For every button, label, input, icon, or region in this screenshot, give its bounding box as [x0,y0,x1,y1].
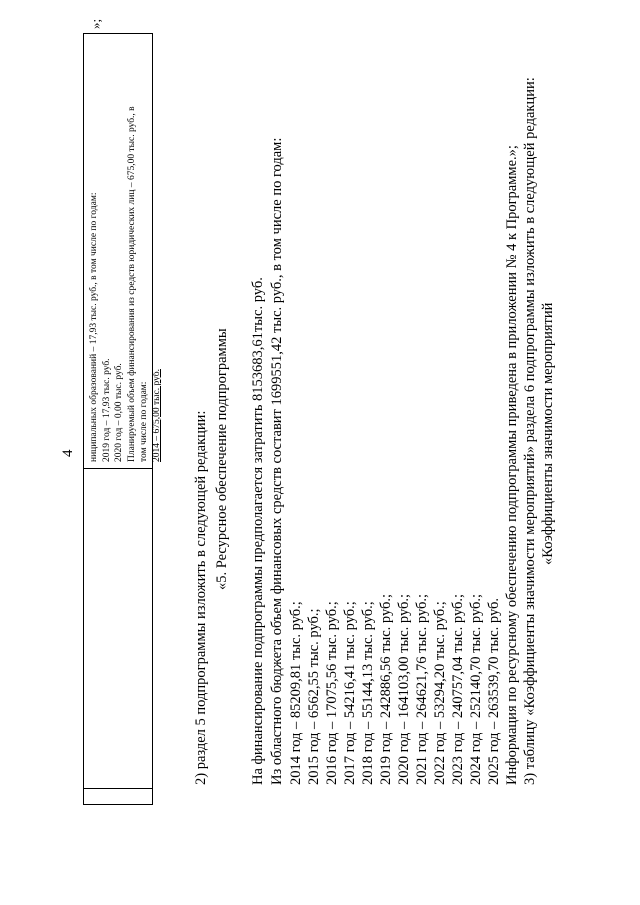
section2-title: «5. Ресурсное обеспечение подпрограммы [214,328,230,590]
section2-heading: 2) раздел 5 подпрограммы изложить в следующей редакции: [193,410,209,785]
table-line: том числе по годам: [139,381,149,462]
regional-budget: Из областного бюджета объем финансовых средств составит 1699551,42 тыс. руб., в том числе по годам: [269,137,285,785]
year-item: 2016 год – 17075,56 тыс. руб.; [324,601,340,785]
table-column-divider [84,468,152,469]
year-item: 2024 год – 252140,70 тыс. руб.; [468,593,484,785]
year-item: 2023 год – 240757,04 тыс. руб.; [450,593,466,785]
table-line: ниципальных образований – 17,93 тыс. руб., в том числе по годам: [89,192,99,462]
table-cell-text [88,42,163,462]
year-item: 2022 год – 53294,20 тыс. руб.; [432,601,448,785]
table-line: 2019 год – 17,93 тыс. руб. [101,358,112,462]
info-line: Информация по ресурсному обеспечению подпрограммы приведена в приложении № 4 к Программе.»; [504,145,520,785]
year-item: 2020 год – 164103,00 тыс. руб.; [396,593,412,785]
closing-quote: »; [88,18,103,29]
year-item: 2021 год – 264621,76 тыс. руб.; [414,593,430,785]
year-item: 2019 год – 242886,56 тыс. руб.; [378,593,394,785]
table-line: Планируемый объем финансирования из средств юридических лиц – 675,00 тыс. руб., в [126,106,137,462]
table-column-divider [84,788,152,789]
financing-total: На финансирование подпрограммы предполагается затратить 8153683,61тыс. руб. [250,277,266,785]
funding-table [83,33,162,805]
year-item: 2018 год – 55144,13 тыс. руб.; [360,601,376,785]
page-number: 4 [60,449,76,457]
table-line: 2020 год – 0,00 тыс. руб. [114,363,124,462]
year-item: 2017 год – 54216,41 тыс. руб.; [342,601,358,785]
section3-title: «Коэффициенты значимости мероприятий [540,302,556,565]
section3-heading: 3) таблицу «Коэффициенты значимости мероприятий» раздела 6 подпрограммы изложить в следующей редакции: [522,77,538,785]
year-item: 2014 год – 85209,81 тыс. руб.; [288,601,304,785]
table-line: 2014 – 675,00 тыс. руб. [151,369,162,462]
year-item: 2015 год – 6562,55 тыс. руб.; [306,608,322,785]
year-item: 2025 год – 263539,70 тыс. руб. [486,597,502,785]
